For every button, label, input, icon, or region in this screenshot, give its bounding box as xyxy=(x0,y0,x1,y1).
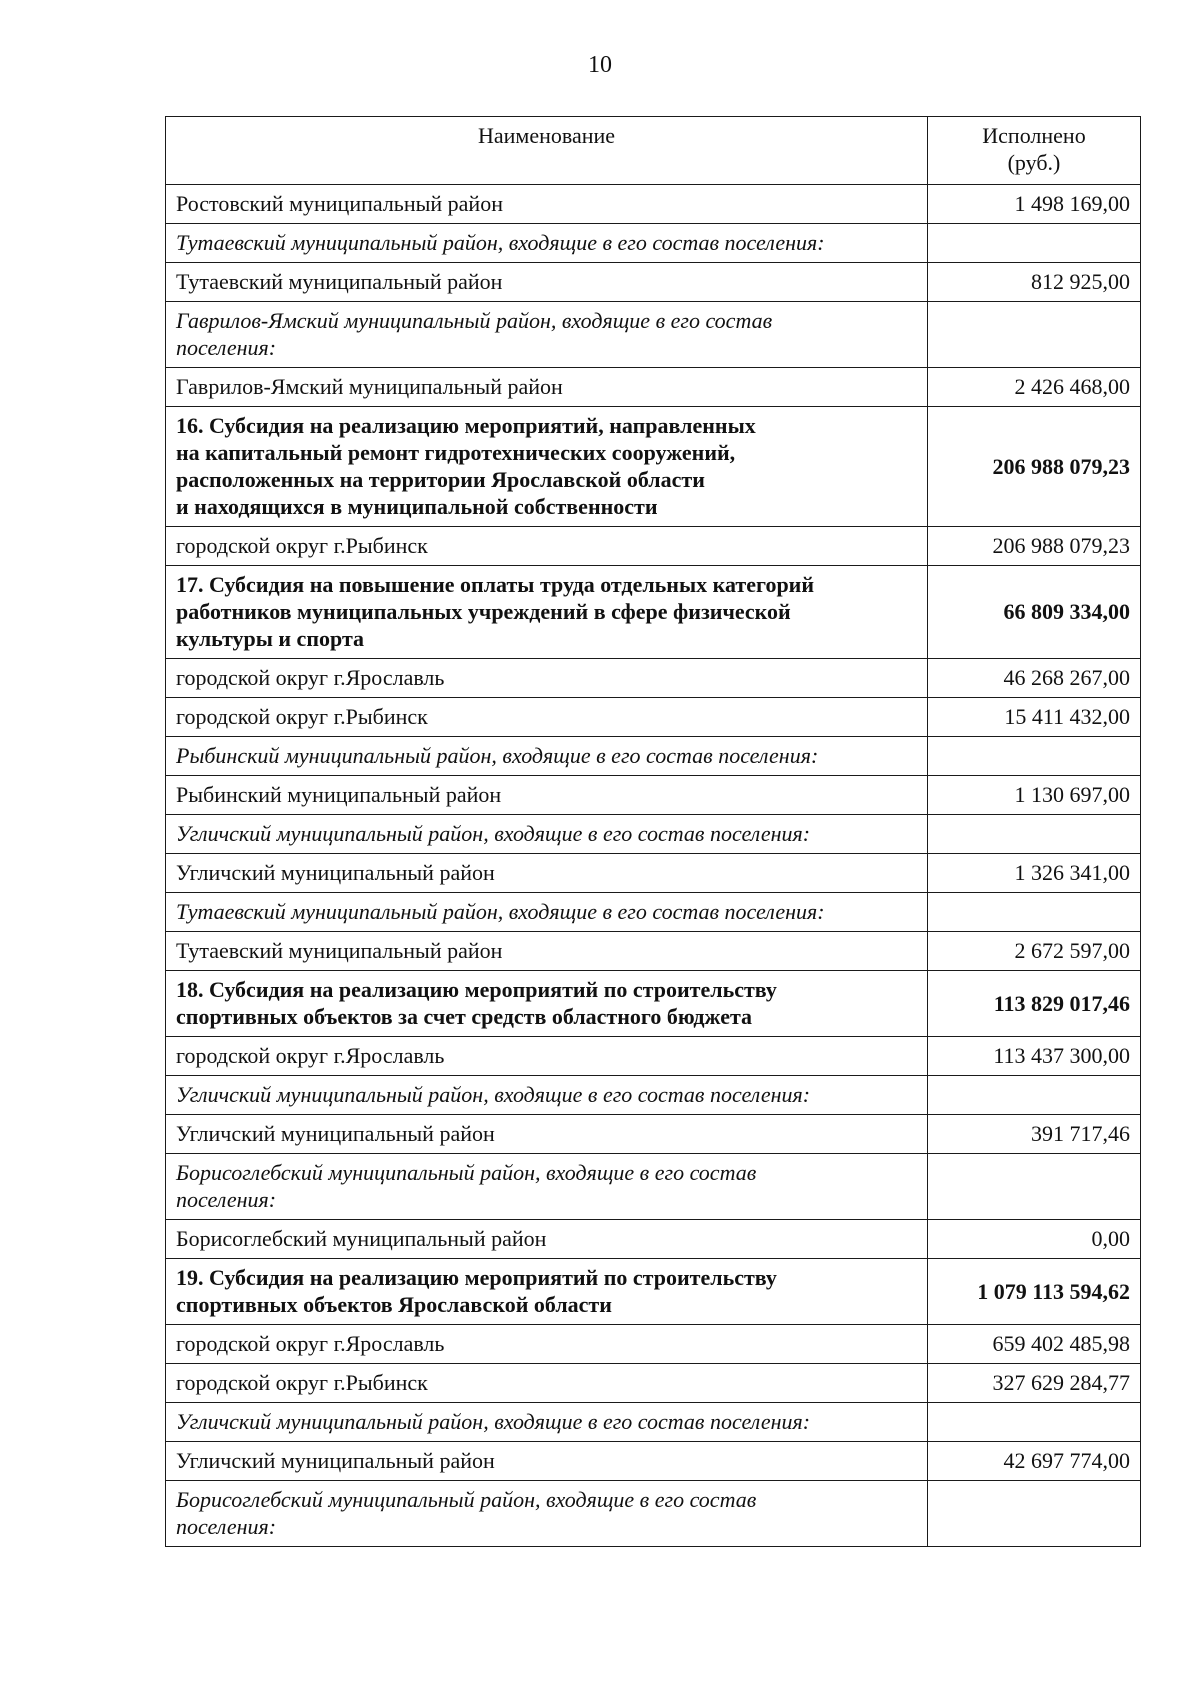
group-label-row xyxy=(166,1076,1141,1115)
row-name: Борисоглебский муниципальный район, входящие в его состав поселения: xyxy=(166,1481,928,1547)
row-name: Гаврилов-Ямский муниципальный район xyxy=(166,368,928,407)
row-amount: 1 079 113 594,62 xyxy=(928,1259,1141,1325)
row-name: Угличский муниципальный район xyxy=(166,1115,928,1154)
row-amount: 15 411 432,00 xyxy=(928,698,1141,737)
table-row xyxy=(166,1115,1141,1154)
section-heading-row xyxy=(166,407,1141,527)
row-amount: 812 925,00 xyxy=(928,263,1141,302)
row-name: Борисоглебский муниципальный район xyxy=(166,1220,928,1259)
column-header-name: Наименование xyxy=(166,117,928,185)
row-name: Рыбинский муниципальный район xyxy=(166,776,928,815)
row-name: Тутаевский муниципальный район, входящие в его состав поселения: xyxy=(166,224,928,263)
group-label-row xyxy=(166,893,1141,932)
row-amount xyxy=(928,737,1141,776)
column-header-amount-line1: Исполнено xyxy=(982,123,1086,148)
section-heading-row xyxy=(166,971,1141,1037)
row-amount xyxy=(928,1076,1141,1115)
group-label-row xyxy=(166,1481,1141,1547)
row-amount: 113 829 017,46 xyxy=(928,971,1141,1037)
row-amount xyxy=(928,815,1141,854)
row-amount: 2 672 597,00 xyxy=(928,932,1141,971)
table-row xyxy=(166,854,1141,893)
group-label-row xyxy=(166,1403,1141,1442)
row-name: Угличский муниципальный район, входящие в его состав поселения: xyxy=(166,1076,928,1115)
row-amount xyxy=(928,1154,1141,1220)
row-name: Рыбинский муниципальный район, входящие в его состав поселения: xyxy=(166,737,928,776)
row-name: Гаврилов-Ямский муниципальный район, входящие в его состав поселения: xyxy=(166,302,928,368)
table-row xyxy=(166,659,1141,698)
table-row xyxy=(166,1220,1141,1259)
table-row xyxy=(166,263,1141,302)
budget-table xyxy=(165,116,1141,1547)
row-name: Тутаевский муниципальный район, входящие в его состав поселения: xyxy=(166,893,928,932)
table-row xyxy=(166,932,1141,971)
row-name: Угличский муниципальный район xyxy=(166,854,928,893)
table-row xyxy=(166,368,1141,407)
row-amount: 1 326 341,00 xyxy=(928,854,1141,893)
row-name: Борисоглебский муниципальный район, входящие в его состав поселения: xyxy=(166,1154,928,1220)
row-name: 16. Субсидия на реализацию мероприятий, направленных на капитальный ремонт гидротехнических сооружений, расположенных на территории Ярославской области и находящихся в муниципальной собственности xyxy=(166,407,928,527)
row-amount: 1 498 169,00 xyxy=(928,185,1141,224)
row-name: городской округ г.Ярославль xyxy=(166,1037,928,1076)
row-amount: 113 437 300,00 xyxy=(928,1037,1141,1076)
row-name: Угличский муниципальный район xyxy=(166,1442,928,1481)
row-name: городской округ г.Ярославль xyxy=(166,1325,928,1364)
row-amount: 659 402 485,98 xyxy=(928,1325,1141,1364)
table-row xyxy=(166,1325,1141,1364)
row-name: 17. Субсидия на повышение оплаты труда отдельных категорий работников муниципальных учреждений в сфере физической культуры и спорта xyxy=(166,566,928,659)
table-row xyxy=(166,698,1141,737)
row-amount: 327 629 284,77 xyxy=(928,1364,1141,1403)
row-name: городской округ г.Рыбинск xyxy=(166,527,928,566)
row-amount: 66 809 334,00 xyxy=(928,566,1141,659)
row-name: 18. Субсидия на реализацию мероприятий по строительству спортивных объектов за счет средств областного бюджета xyxy=(166,971,928,1037)
row-name: Тутаевский муниципальный район xyxy=(166,932,928,971)
section-heading-row xyxy=(166,1259,1141,1325)
row-amount: 0,00 xyxy=(928,1220,1141,1259)
row-amount: 1 130 697,00 xyxy=(928,776,1141,815)
column-header-amount xyxy=(928,117,1141,185)
row-amount xyxy=(928,302,1141,368)
row-name: 19. Субсидия на реализацию мероприятий по строительству спортивных объектов Ярославской области xyxy=(166,1259,928,1325)
row-amount: 206 988 079,23 xyxy=(928,527,1141,566)
row-name: Угличский муниципальный район, входящие в его состав поселения: xyxy=(166,815,928,854)
row-name: городской округ г.Ярославль xyxy=(166,659,928,698)
column-header-amount-line2: (руб.) xyxy=(1007,150,1061,175)
table-row xyxy=(166,1037,1141,1076)
row-name: городской округ г.Рыбинск xyxy=(166,1364,928,1403)
table-row xyxy=(166,185,1141,224)
group-label-row xyxy=(166,815,1141,854)
row-name: Угличский муниципальный район, входящие в его состав поселения: xyxy=(166,1403,928,1442)
row-amount xyxy=(928,893,1141,932)
table-row xyxy=(166,1442,1141,1481)
row-amount xyxy=(928,1481,1141,1547)
row-amount: 2 426 468,00 xyxy=(928,368,1141,407)
row-amount: 46 268 267,00 xyxy=(928,659,1141,698)
section-heading-row xyxy=(166,566,1141,659)
table-body xyxy=(166,185,1141,1547)
row-name: городской округ г.Рыбинск xyxy=(166,698,928,737)
group-label-row xyxy=(166,737,1141,776)
page-number: 10 xyxy=(588,52,612,78)
row-amount xyxy=(928,224,1141,263)
table-row xyxy=(166,1364,1141,1403)
group-label-row xyxy=(166,224,1141,263)
table-row xyxy=(166,776,1141,815)
row-amount: 206 988 079,23 xyxy=(928,407,1141,527)
table-row xyxy=(166,527,1141,566)
row-amount xyxy=(928,1403,1141,1442)
row-amount: 42 697 774,00 xyxy=(928,1442,1141,1481)
group-label-row xyxy=(166,1154,1141,1220)
table-header-row xyxy=(166,117,1141,185)
row-amount: 391 717,46 xyxy=(928,1115,1141,1154)
group-label-row xyxy=(166,302,1141,368)
row-name: Тутаевский муниципальный район xyxy=(166,263,928,302)
row-name: Ростовский муниципальный район xyxy=(166,185,928,224)
